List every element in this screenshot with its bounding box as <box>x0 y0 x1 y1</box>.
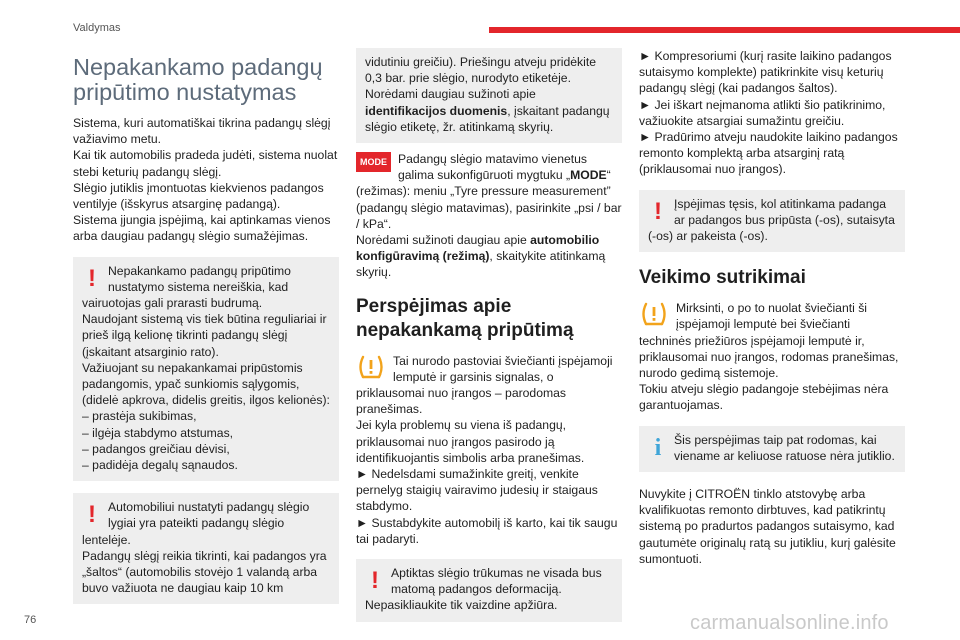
column-2 <box>356 48 622 622</box>
mode-button-icon: MODE <box>356 152 391 172</box>
body-text: ► Sustabdykite automobilį iš karto, kai tik saugu tai padaryti. <box>356 515 618 546</box>
warning-list-item: – prastėja sukibimas, <box>82 409 197 424</box>
info-box <box>639 426 905 472</box>
exclamation-icon: ! <box>371 567 379 595</box>
body-text: Tokiu atveju slėgio padangoje stebėjimas nėra garantuojamas. <box>639 382 889 413</box>
warning-text: Padangų slėgį reikia tikrinti, kai padangos yra „šaltos“ (automobilis stovėjo 1 valandą arba buvo važiuota ne daugiau kaip 10 km <box>82 548 327 596</box>
watermark-text: carmanualsonline.info <box>690 612 889 634</box>
intro-line: Kai tik automobilis pradeda judėti, sistema nuolat stebi keturių padangų slėgį. <box>73 148 338 179</box>
intro-line: Sistema įjungia įspėjimą, kai aptinkamas vienos arba daugiau padangų slėgio sumažėjimas. <box>73 213 331 244</box>
warning-list-item: – padangos greičiau dėvisi, <box>82 441 230 456</box>
more-info-text: Norėdami sužinoti daugiau apie automobilio konfigūravimą (režimą), skaitykite atitinkamą skyrių. <box>356 233 606 280</box>
alert-description <box>356 353 622 547</box>
body-text: Mirksinti, o po to nuolat šviečianti ši įspėjamoji lemputė bei šviečianti techninės priežiūros įspėjamoji lemputė ir, priklausomai nuo įrangos, rodomas pranešimas, nurodo gedimą sistemoje. <box>639 301 899 381</box>
section-heading: Veikimo sutrikimai <box>639 267 806 289</box>
exclamation-icon: ! <box>88 501 96 529</box>
exclamation-icon: ! <box>88 264 96 292</box>
body-text: Jei kyla problemų su viena iš padangų, priklausomai nuo įrangos pasirodo ją identifikuojantis simbolis arba pranešimas. <box>356 418 585 465</box>
warning-box <box>639 190 905 253</box>
warning-box <box>73 257 339 482</box>
warning-text: Nepasikliaukite tik vaizdine apžiūra. <box>365 598 558 613</box>
exclamation-icon: ! <box>654 197 662 225</box>
body-text: ► Jei iškart neįmanoma atlikti šio patikrinimo, važiuokite atsargiai sumažintu greičiu. <box>639 97 886 128</box>
warning-box <box>356 559 622 622</box>
intro-line: Slėgio jutiklis įmontuotas kiekvienos padangos ventilyje (išskyrus atsarginę padangą). <box>73 180 324 212</box>
tyre-pressure-warning-icon <box>356 354 386 384</box>
column-1 <box>73 55 339 604</box>
warning-list-item: – ilgėja stabdymo atstumas, <box>82 425 234 440</box>
warning-box <box>73 493 339 604</box>
warning-text: Naudojant sistemą vis tiek būtina reguliariai ir prieš ilgą kelionę tikrinti padangų slėgį (įskaitant atsarginio rato). <box>82 312 327 359</box>
intro-line: Sistema, kuri automatiškai tikrina padangų slėgį važiavimo metu. <box>73 116 331 147</box>
body-text: ► Nedelsdami sumažinkite greitį, venkite pernelyg staigių vairavimo judesių ir staigaus stabdymo. <box>356 467 598 514</box>
section-heading: Perspėjimas apie nepakankamą pripūtimą <box>356 295 574 341</box>
mode-text: Padangų slėgio matavimo vienetus galima sukonfigūruoti mygtuku „MODE“ (režimas): meniu „Tyre pressure measurement” (padangų slėgio matavimas), pasirinkite „psi / bar / kPa“. <box>356 152 622 231</box>
info-icon: i <box>654 434 662 461</box>
body-text: Nuvykite į CITROËN tinklo atstovybę arba kvalifikuotas remonto dirbtuves, kad patikrintų sistemą po pradurtos padangos sutaisymo, kad gautumėte originalų ratą su jutikliu, kurį galėsite sumontuoti. <box>639 487 896 566</box>
warning-text: Aptiktas slėgio trūkumas ne visada bus matomą padangos deformaciją. <box>391 566 602 597</box>
body-text: ► Pradūrimo atveju naudokite laikino padangos remonto komplektą arba atsarginį ratą (priklausomai nuo įrangos). <box>639 130 898 177</box>
info-text: Šis perspėjimas taip pat rodomas, kai viename ar keliuose ratuose nėra jutiklio. <box>674 432 895 463</box>
warning-list-item: – padidėja degalų sąnaudos. <box>82 458 238 473</box>
page-title: Nepakankamo padangų pripūtimo nustatymas <box>73 54 323 105</box>
warning-box-continued <box>356 48 622 143</box>
fault-description <box>639 300 905 413</box>
column-3 <box>639 48 905 567</box>
tyre-pressure-warning-icon <box>639 301 669 331</box>
warning-text: Važiuojant su nepakankamai pripūstomis padangomis, ypač sunkiomis sąlygomis, (didelė apkrova, didelis greitis, ilgos kelionės): <box>82 360 330 408</box>
body-text: Tai nurodo pastoviai šviečianti įspėjamoji lemputė ir garsinis signalas, o priklausomai nuo įrangos – parodomas pranešimas. <box>356 353 613 417</box>
warning-text: Įspėjimas tęsis, kol atitinkama padanga ar padangos bus pripūsta (-os), sutaisyta (-os) ar pakeista (-os). <box>648 196 895 244</box>
header-accent-bar <box>489 27 960 33</box>
section-tag: Valdymas <box>73 22 121 34</box>
warning-text: vidutiniu greičiu). Priešingu atveju pridėkite 0,3 bar. prie slėgio, nurodyto etiketėje. <box>365 55 597 86</box>
warning-text: Nepakankamo padangų pripūtimo nustatymo sistema nereiškia, kad vairuotojas gali prarasti budrumą. <box>82 263 291 311</box>
warning-text: Norėdami daugiau sužinoti apie identifikacijos duomenis, įskaitant padangų slėgio etiketę, žr. atitinkamą skyrių. <box>365 87 610 134</box>
body-text: ► Kompresoriumi (kurį rasite laikino padangos sutaisymo komplekte) patikrinkite visų keturių padangų slėgį (kai padangos šaltos). <box>639 49 892 96</box>
warning-text: Automobiliui nustatyti padangų slėgio lygiai yra pateikti padangų slėgio lentelėje. <box>82 500 310 547</box>
mode-note <box>356 151 622 281</box>
page-number: 76 <box>24 614 37 626</box>
